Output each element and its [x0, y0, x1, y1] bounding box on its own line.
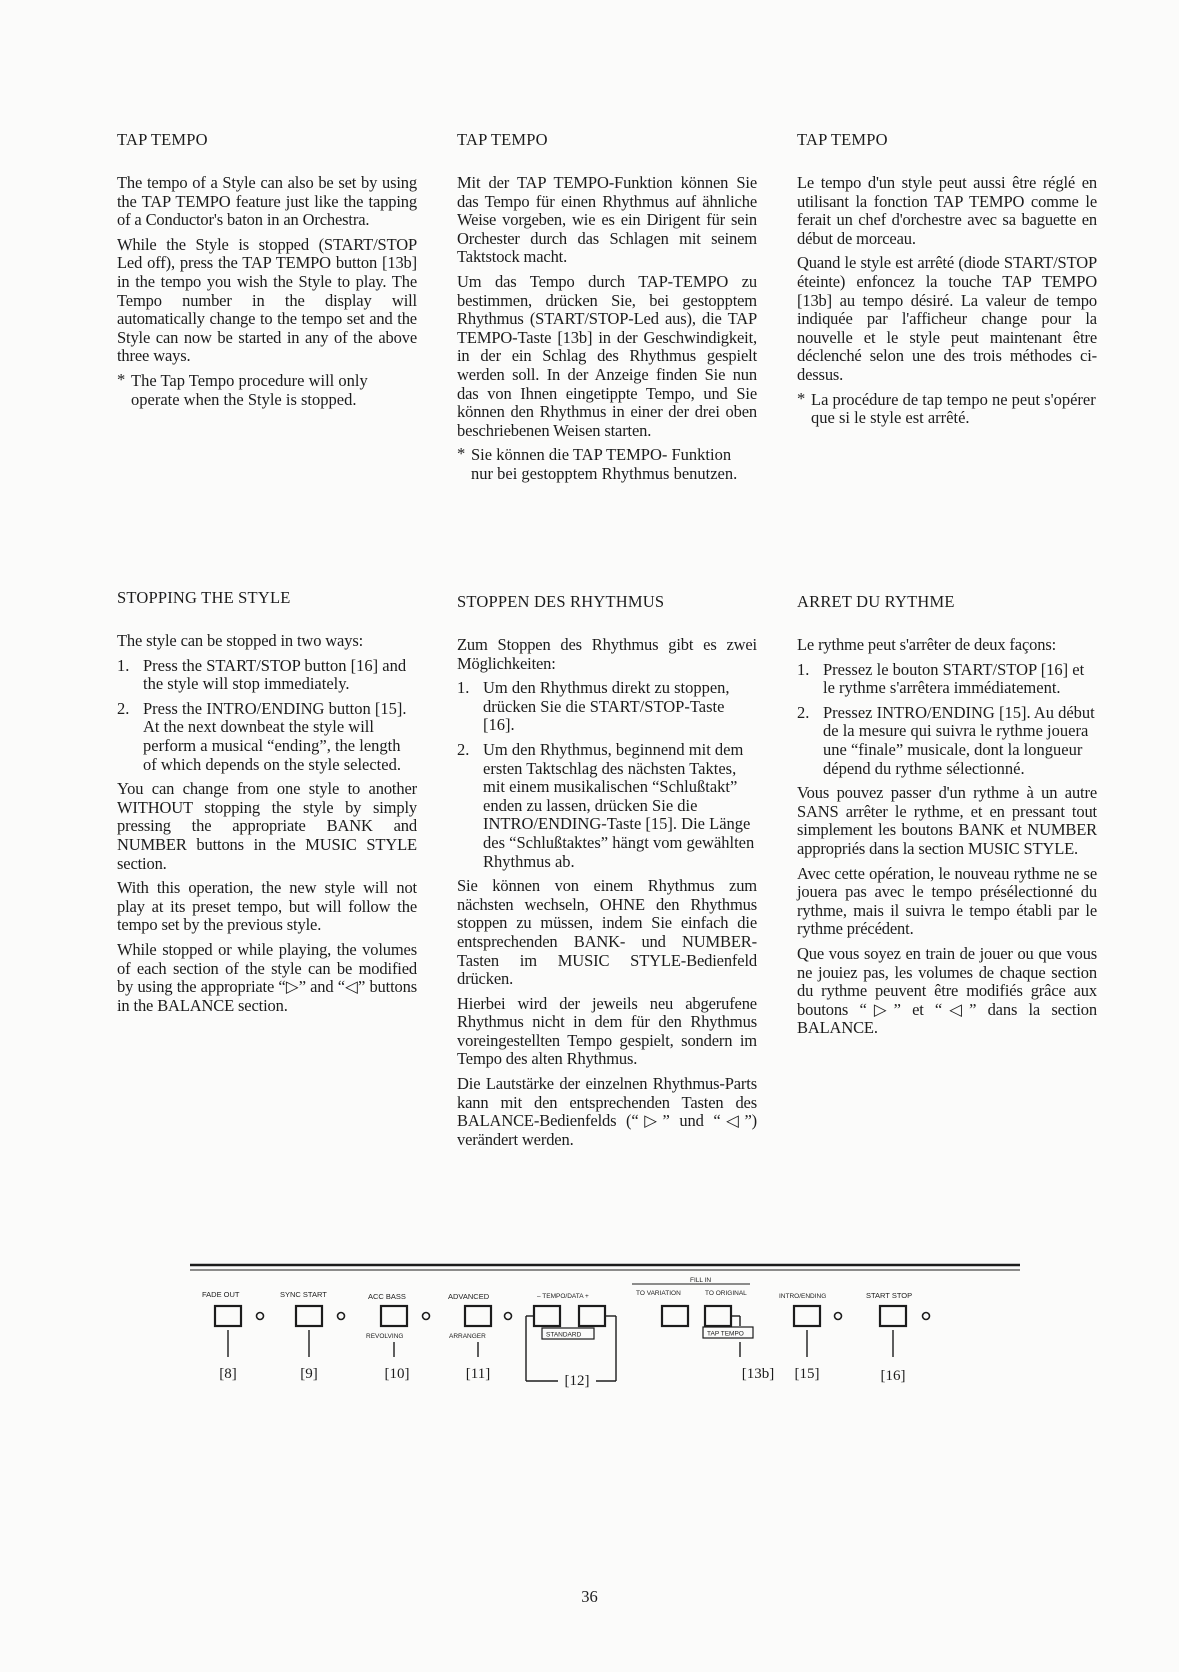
paragraph: Que vous soyez en train de jouer ou que vous ne jouiez pas, les volumes de chaque section du rythme peuvent être modifiés grâce aux boutons “▷” et “◁” dans la section BALANCE.: [797, 943, 1097, 1038]
paragraph: The style can be stopped in two ways:: [117, 631, 364, 650]
list-number: 2.: [797, 702, 810, 722]
ref-11-label: [11]: [465, 1366, 491, 1382]
fade-out-button[interactable]: [215, 1306, 241, 1326]
intro-ending-led-icon: [835, 1313, 842, 1320]
paragraph: Mit der TAP TEMPO-Funktion können Sie das Tempo für einen Rhythmus auf ähnliche Weise vorgeben, wie es ein Dirigent für sein Orchester durch das Schlagen mit seinem Taktstock macht.: [457, 173, 757, 267]
list-number: 2.: [457, 739, 470, 759]
list-number: 1.: [117, 655, 130, 675]
list-item: [797, 661, 1097, 698]
paragraph: While the Style is stopped (START/STOP Led off), press the TAP TEMPO button [13b] in the tempo you wish the Style to play. The Tempo number in the display will automatically change to the tempo set and the Style can now be started in any of the above three ways.: [117, 234, 417, 366]
section-heading: TAP TEMPO: [117, 130, 208, 149]
page-number: 36: [581, 1587, 598, 1606]
numbered-list: [117, 657, 417, 775]
to-original-tap-tempo-button[interactable]: [705, 1306, 731, 1326]
note-text: La procédure de tap tempo ne peut s'opérer que si le style est arrêté.: [811, 389, 1096, 428]
to-variation-label: TO VARIATION: [636, 1290, 681, 1297]
ref-13b-label: [13b]: [741, 1366, 775, 1382]
note: [797, 388, 1097, 428]
asterisk-icon: *: [457, 444, 466, 464]
ref-10-label: [10]: [384, 1366, 410, 1382]
to-original-label: TO ORIGINAL: [705, 1290, 747, 1297]
note-text: The Tap Tempo procedure will only operate when the Style is stopped.: [131, 370, 368, 409]
acc-bass-button[interactable]: [381, 1306, 407, 1326]
intro-ending-button[interactable]: [794, 1306, 820, 1326]
note: [457, 446, 757, 483]
tempo-data-label: – TEMPO/DATA +: [537, 1293, 589, 1300]
ref-8-label: [8]: [219, 1366, 237, 1382]
paragraph: Um das Tempo durch TAP-TEMPO zu bestimmen, drücken Sie, bei gestopptem Rhythmus (START/STOP-Led aus), die TAP TEMPO-Taste [13b] in der Geschwindigkeit, in der ein Schlag des Rhythmus gespielt werden soll. In der Anzeige finden Sie nun das von Ihnen eingetippte Tempo, und Sie können den Rhythmus in einer der drei oben beschriebenen Weisen starten.: [457, 271, 757, 440]
section-heading: TAP TEMPO: [797, 130, 888, 149]
paragraph: Quand le style est arrêté (diode START/STOP éteinte) enfoncez la touche TAP TEMPO [13b] au tempo désiré. La valeur de tempo indiquée par l'afficheur change pour la nouvelle et le style peut maintenant être déclenché selon une des trois méthodes ci-dessus.: [797, 253, 1097, 384]
numbered-list: [457, 679, 757, 871]
french-tap-tempo-section: [797, 130, 1097, 434]
list-text: Pressez le bouton START/STOP [16] et le rythme s'arrêtera immédiatement.: [823, 659, 1085, 698]
list-text: Um den Rhythmus direkt zu stoppen, drücken Sie die START/STOP-Taste [16].: [483, 678, 730, 735]
list-item: [117, 700, 417, 774]
advanced-button[interactable]: [465, 1306, 491, 1326]
french-stopping-section: [797, 592, 1097, 1044]
paragraph: Sie können von einem Rhythmus zum nächsten wechseln, OHNE den Rhythmus stoppen zu müssen, indem Sie einfach die entsprechenden BANK- und NUMBER-Tasten im MUSIC STYLE-Bedienfeld drücken.: [457, 876, 757, 989]
list-item: [117, 657, 417, 694]
ref-15-label: [15]: [794, 1366, 820, 1382]
ref-12-label: [12]: [564, 1373, 590, 1389]
paragraph: You can change from one style to another WITHOUT stopping the style by simply pressing the appropriate BANK and NUMBER buttons in the MUSIC STYLE section.: [117, 779, 417, 873]
start-stop-label: START STOP: [866, 1291, 913, 1300]
paragraph: Vous pouvez passer d'un rythme à un autre SANS arrêter le rythme, et en pressant tout simplement les boutons BANK et NUMBER appropriés dans la section MUSIC STYLE.: [797, 783, 1097, 858]
note-text: Sie können die TAP TEMPO- Funktion nur bei gestopptem Rhythmus benutzen.: [471, 445, 738, 483]
list-item: [797, 704, 1097, 778]
list-text: Um den Rhythmus, beginnend mit dem ersten Taktschlag des nächsten Taktes, mit einem musikalischen “Schlußtakt” enden zu lassen, drücken Sie die INTRO/ENDING-Taste [15]. Die Länge des “Schlußtaktes” hängt vom gewählten Rhythmus ab.: [483, 739, 755, 871]
english-stopping-section: [117, 588, 417, 1021]
fade-out-label: FADE OUT: [202, 1290, 240, 1299]
english-tap-tempo-section: [117, 130, 417, 415]
paragraph: Die Lautstärke der einzelnen Rhythmus-Parts kann mit den entsprechenden Tasten des BALANCE-Bedienfelds (“▷” und “◁”) verändert werden.: [457, 1074, 757, 1149]
intro-ending-label: INTRO/ENDING: [779, 1293, 827, 1300]
list-number: 1.: [797, 659, 810, 679]
list-text: Press the START/STOP button [16] and the style will stop immediately.: [143, 655, 407, 694]
list-item: [457, 679, 757, 735]
section-heading: STOPPING THE STYLE: [117, 588, 291, 607]
ref-9-label: [9]: [300, 1366, 318, 1382]
tempo-plus-button[interactable]: [579, 1306, 605, 1326]
asterisk-icon: *: [117, 369, 126, 389]
ref-16-label: [16]: [880, 1368, 906, 1384]
sync-start-led-icon: [338, 1313, 345, 1320]
tap-tempo-label: TAP TEMPO: [707, 1330, 744, 1338]
fill-in-label: FILL IN: [690, 1277, 712, 1284]
paragraph: Le rythme peut s'arrêter de deux façons:: [797, 635, 1057, 654]
acc-bass-label: ACC BASS: [368, 1292, 406, 1301]
revolving-label: REVOLVING: [366, 1333, 404, 1340]
paragraph: Le tempo d'un style peut aussi être réglé en utilisant la fonction TAP TEMPO comme le ferait un chef d'orchestre avec sa baguette en début de morceau.: [797, 173, 1097, 248]
acc-bass-led-icon: [423, 1313, 430, 1320]
list-text: Press the INTRO/ENDING button [15]. At the next downbeat the style will perform a musical “ending”, the length of which depends on the style selected.: [143, 698, 407, 774]
list-number: 2.: [117, 698, 130, 718]
paragraph: Hierbei wird der jeweils neu abgerufene Rhythmus nicht in dem für den Rhythmus voreingestellten Tempo gespielt, sondern im Tempo des alten Rhythmus.: [457, 993, 757, 1069]
control-panel-diagram: [190, 1262, 1020, 1402]
list-item: [457, 741, 757, 871]
fade-out-led-icon: [257, 1313, 264, 1320]
asterisk-icon: *: [797, 388, 806, 408]
note: [117, 369, 417, 409]
sync-start-button[interactable]: [296, 1306, 322, 1326]
numbered-list: [797, 661, 1097, 779]
start-stop-led-icon: [923, 1313, 930, 1320]
panel-svg: [190, 1262, 1020, 1402]
sync-start-label: SYNC START: [280, 1290, 327, 1299]
paragraph: Avec cette opération, le nouveau rythme ne se jouera pas avec le tempo présélectionné du rythme, mais il suivra le tempo établi par le rythme précédent.: [797, 863, 1097, 939]
paragraph: Zum Stoppen des Rhythmus gibt es zwei Möglichkeiten:: [457, 635, 757, 673]
standard-label: STANDARD: [546, 1331, 582, 1339]
paragraph: While stopped or while playing, the volumes of each section of the style can be modified by using the appropriate “▷” and “◁” buttons in the BALANCE section.: [117, 939, 417, 1015]
section-heading: TAP TEMPO: [457, 130, 548, 149]
advanced-led-icon: [505, 1313, 512, 1320]
german-tap-tempo-section: [457, 130, 757, 490]
tempo-minus-button[interactable]: [534, 1306, 560, 1326]
section-heading: ARRET DU RYTHME: [797, 592, 955, 611]
paragraph: With this operation, the new style will not play at its preset tempo, but will follow the tempo set by the previous style.: [117, 878, 417, 935]
section-heading: STOPPEN DES RHYTHMUS: [457, 592, 665, 611]
german-stopping-section: [457, 592, 757, 1155]
list-text: Pressez INTRO/ENDING [15]. Au début de la mesure qui suivra le rythme jouera une “finale” musicale, dont la longueur dépend du rythme sélectionné.: [823, 702, 1095, 778]
paragraph: The tempo of a Style can also be set by using the TAP TEMPO feature just like the tapping of a Conductor's baton in an Orchestra.: [117, 173, 417, 230]
to-variation-button[interactable]: [662, 1306, 688, 1326]
start-stop-button[interactable]: [880, 1306, 906, 1326]
list-number: 1.: [457, 678, 470, 698]
arranger-label: ARRANGER: [449, 1333, 486, 1340]
advanced-label: ADVANCED: [448, 1292, 490, 1301]
